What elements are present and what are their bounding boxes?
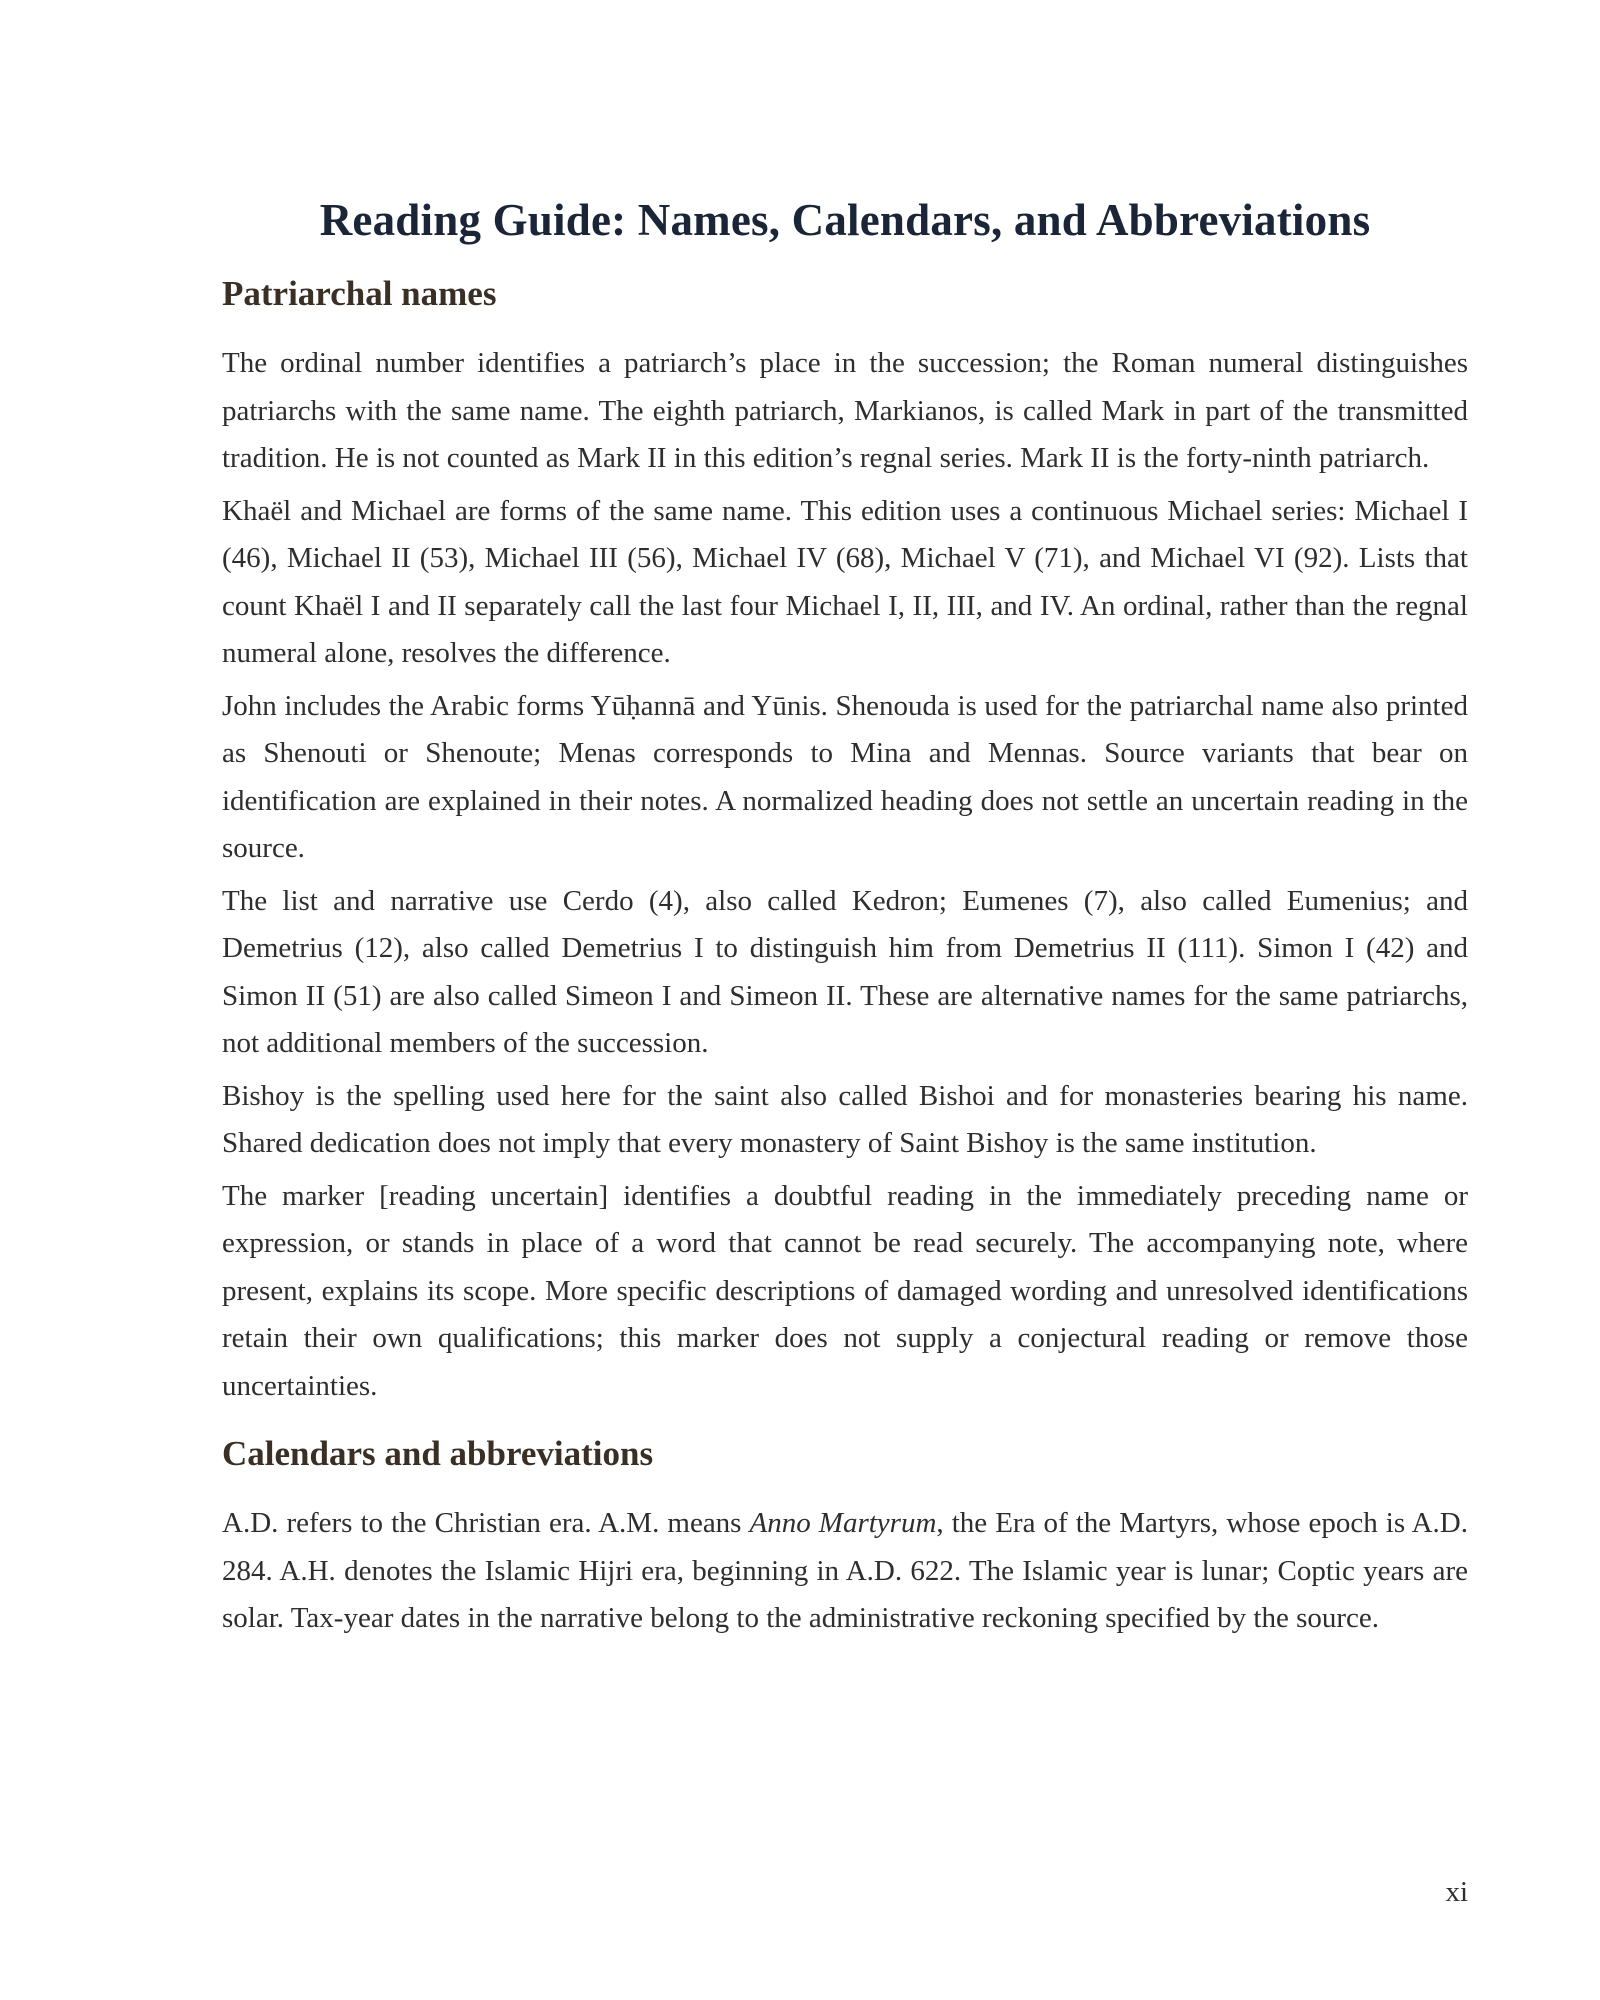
paragraph-alternative-names: The list and narrative use Cerdo (4), also called Kedron; Eumenes (7), also called Eumenius; and Demetrius (12), also called Demetrius I to distinguish him from Demetrius II (111). Simon I (42) and Simon II (51) are also called Simeon I and Simeon II. These are alternative names for the same patriarchs, not additional members of the succession. (222, 884, 1468, 1059)
paragraph-name-variants: John includes the Arabic forms Yūḥannā and Yūnis. Shenouda is used for the patriarchal name also printed as Shenouti or Shenoute; Menas corresponds to Mina and Mennas. Source variants that bear on identification are explained in their notes. A normalized heading does not settle an uncertain reading in the source. (222, 689, 1468, 864)
page-number: xi (1445, 1876, 1468, 1908)
anno-martyrum-term: Anno Martyrum (749, 1507, 937, 1539)
section-heading-calendars: Calendars and abbreviations (222, 1434, 654, 1473)
paragraph-ordinal-numbers: The ordinal number identifies a patriarch’s place in the succession; the Roman numeral distinguishes patriarchs with the same name. The eighth patriarch, Markianos, is called Mark in part of the transmitted tradition. He is not counted as Mark II in this edition’s regnal series. Mark II is the forty-ninth patriarch. (222, 347, 1468, 474)
paragraph-reading-uncertain-marker: The marker [reading uncertain] identifies a doubtful reading in the immediately preceding name or expression, or stands in place of a word that cannot be read securely. The accompanying note, where present, explains its scope. More specific descriptions of damaged wording and unresolved identifications retain their own qualifications; this marker does not supply a conjectural reading or remove those uncertainties. (222, 1179, 1468, 1402)
paragraph-michael-series: Khaël and Michael are forms of the same name. This edition uses a continuous Michael series: Michael I (46), Michael II (53), Michael III (56), Michael IV (68), Michael V (71), and Michael VI (92). Lists that count Khaël I and II separately call the last four Michael I, II, III, and IV. An ordinal, rather than the regnal numeral alone, resolves the difference. (222, 494, 1468, 669)
paragraph-bishoy: Bishoy is the spelling used here for the saint also called Bishoi and for monasteries bearing his name. Shared dedication does not imply that every monastery of Saint Bishoy is the same institution. (222, 1079, 1468, 1159)
section-body-calendars (222, 1500, 1468, 1643)
paragraph-calendars (222, 1500, 1468, 1643)
calendars-text-after: , the Era of the Martyrs, whose epoch is A.D. 284. A.H. denotes the Islamic Hijri era, beginning in A.D. 622. The Islamic year is lunar; Coptic years are solar. Tax-year dates in the narrative belong to the administrative reckoning specified by the source. (222, 1507, 1468, 1634)
page-content (222, 188, 1468, 1648)
page-title: Reading Guide: Names, Calendars, and Abbreviations (319, 195, 1371, 245)
section-body-patriarchal-names (222, 340, 1468, 1410)
section-heading-patriarchal-names: Patriarchal names (222, 274, 497, 313)
calendars-text-before: A.D. refers to the Christian era. A.M. means (222, 1507, 750, 1539)
